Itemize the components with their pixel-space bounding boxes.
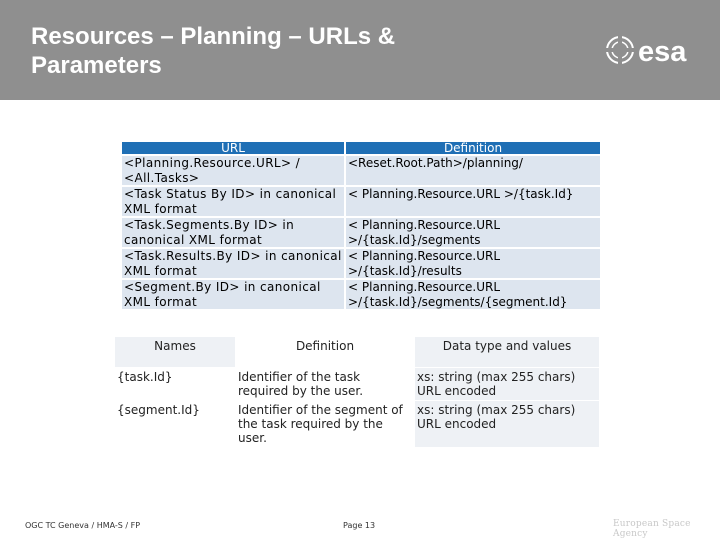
datatype-column-header: Data type and values xyxy=(415,337,599,367)
definition-column-header: Definition xyxy=(236,337,414,367)
parameter-name-cell: {segment.Id} xyxy=(115,401,235,447)
parameter-type-cell: xs: string (max 255 chars) URL encoded xyxy=(415,368,599,400)
footer-event-label: OGC TC Geneva / HMA-S / FP xyxy=(25,521,141,530)
table-row xyxy=(115,401,599,447)
definition-cell: < Planning.Resource.URL >/{task.Id} xyxy=(346,187,600,216)
table-row xyxy=(122,156,600,185)
names-column-header: Names xyxy=(115,337,235,367)
url-table-header-row xyxy=(122,142,600,154)
parameter-name-cell: {task.Id} xyxy=(115,368,235,400)
parameter-definition-cell: Identifier of the task required by the user. xyxy=(236,368,414,400)
table-row xyxy=(122,218,600,247)
slide-title: Resources – Planning – URLs & Parameters xyxy=(31,23,396,79)
footer-agency-name: European Space Agency xyxy=(613,519,691,539)
table-row xyxy=(122,187,600,216)
definition-cell: < Planning.Resource.URL >/{task.Id}/segments xyxy=(346,218,600,247)
url-cell: <Planning.Resource.URL> / <All.Tasks> xyxy=(122,156,344,185)
table-row xyxy=(115,368,599,400)
table-row xyxy=(122,280,600,309)
parameter-table xyxy=(114,336,600,448)
url-cell: <Task.Results.By ID> in canonical XML format xyxy=(122,249,344,278)
url-table-container xyxy=(120,140,602,311)
url-cell: <Task.Segments.By ID> in canonical XML format xyxy=(122,218,344,247)
definition-column-header: Definition xyxy=(346,142,600,154)
url-column-header: URL xyxy=(122,142,344,154)
definition-cell: <Reset.Root.Path>/planning/ xyxy=(346,156,600,185)
parameter-type-cell: xs: string (max 255 chars) URL encoded xyxy=(415,401,599,447)
definition-cell: < Planning.Resource.URL >/{task.Id}/results xyxy=(346,249,600,278)
parameter-table-header-row xyxy=(115,337,599,367)
url-cell: <Task Status By ID> in canonical XML format xyxy=(122,187,344,216)
parameter-table-container xyxy=(114,336,600,448)
page-number: Page 13 xyxy=(343,521,376,530)
url-table xyxy=(120,140,602,311)
url-cell: <Segment.By ID> in canonical XML format xyxy=(122,280,344,309)
definition-cell: < Planning.Resource.URL >/{task.Id}/segments/{segment.Id} xyxy=(346,280,600,309)
table-row xyxy=(122,249,600,278)
parameter-definition-cell: Identifier of the segment of the task required by the user. xyxy=(236,401,414,447)
slide-header xyxy=(0,0,720,100)
esa-logo xyxy=(604,32,704,68)
esa-logo-text: esa xyxy=(638,36,687,68)
